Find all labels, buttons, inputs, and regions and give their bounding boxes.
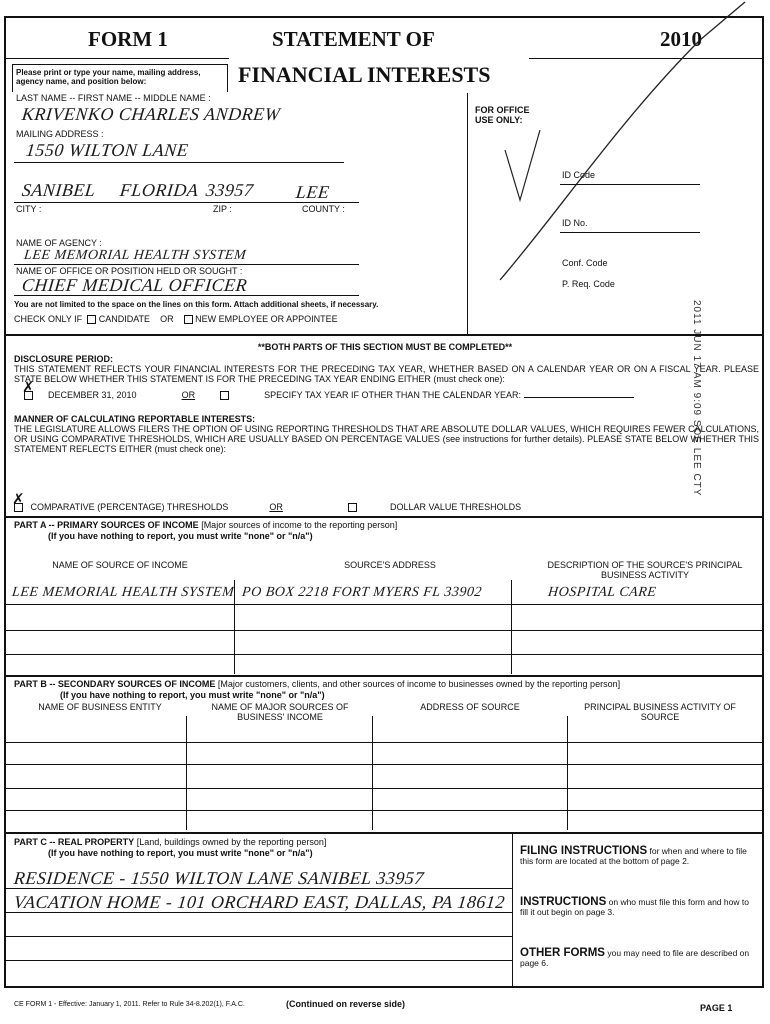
part-a-col1: NAME OF SOURCE OF INCOME	[52, 560, 188, 570]
name-field[interactable]: KRIVENKO CHARLES ANDREW	[21, 104, 282, 124]
part-c-subnote: (If you have nothing to report, you must write "none" or "n/a")	[48, 848, 313, 858]
part-a-colline	[234, 580, 235, 674]
rule	[14, 295, 359, 296]
agency-field[interactable]: LEE MEMORIAL HEALTH SYSTEM	[23, 248, 247, 263]
part-a-heading-row	[14, 520, 397, 530]
position-label: NAME OF OFFICE OR POSITION HELD OR SOUGHT :	[16, 266, 243, 276]
check-only-label: CHECK ONLY IF	[14, 314, 83, 324]
office-divider	[467, 93, 468, 336]
new-employee-label: NEW EMPLOYEE OR APPOINTEE	[195, 314, 338, 324]
state-field[interactable]: FLORIDA	[119, 180, 200, 200]
id-code-label: ID Code	[562, 170, 596, 180]
p-req-code-label: P. Req. Code	[562, 279, 615, 289]
print-instruction: Please print or type your name, mailing address, agency name, and position below:	[16, 68, 201, 86]
rule	[5, 810, 764, 811]
specify-year-label: SPECIFY TAX YEAR IF OTHER THAN THE CALENDAR YEAR:	[264, 390, 522, 400]
form-title-line1: STATEMENT OF	[272, 27, 435, 51]
part-b-col1: NAME OF BUSINESS ENTITY	[38, 702, 162, 712]
page-number: PAGE 1	[700, 1003, 733, 1013]
filing-instructions	[520, 846, 756, 866]
rule	[5, 936, 512, 937]
agency-label: NAME OF AGENCY :	[16, 238, 102, 248]
instructions-text: on who must file this form and how to fill it out begin on page 3.	[520, 897, 749, 917]
part-a-row1-activity[interactable]: HOSPITAL CARE	[547, 585, 658, 600]
mailing-label: MAILING ADDRESS :	[16, 129, 104, 139]
rule	[5, 742, 764, 743]
part-a-col2: SOURCE'S ADDRESS	[344, 560, 436, 570]
other-forms-text: you may need to file are described on page 6.	[520, 948, 750, 968]
period-text: THIS STATEMENT REFLECTS YOUR FINANCIAL INTERESTS FOR THE PRECEDING TAX YEAR, WHETHER BASED ON A CALENDAR YEAR OR ON A FISCAL YEAR. PLEASE STATE BELOW WHETHER THIS STATEMENT IS FOR THE PRECEDING TAX YEAR ENDING EITHER (must check one):	[14, 364, 759, 384]
part-b-col2: NAME OF MAJOR SOURCES OF BUSINESS' INCOME	[211, 702, 349, 722]
office-use-label: FOR OFFICE USE ONLY:	[475, 105, 530, 125]
part-b-col3: ADDRESS OF SOURCE	[420, 702, 520, 712]
footer-form-info: CE FORM 1 - Effective: January 1, 2011. Refer to Rule 34-8.202(1), F.A.C.	[14, 1001, 245, 1008]
form-year: 2010	[660, 27, 702, 51]
specify-year-checkbox[interactable]	[220, 391, 229, 400]
rule	[5, 832, 764, 834]
candidate-checkbox[interactable]	[87, 315, 96, 324]
period-label: DISCLOSURE PERIOD:	[14, 354, 114, 364]
part-b-col4: PRINCIPAL BUSINESS ACTIVITY OF SOURCE	[584, 702, 736, 722]
rule	[560, 184, 700, 185]
part-a-note: [Major sources of income to the reporting person]	[201, 520, 398, 530]
part-a-row1-name[interactable]: LEE MEMORIAL HEALTH SYSTEM	[11, 585, 235, 600]
comparative-label: COMPARATIVE (PERCENTAGE) THRESHOLDS	[30, 502, 229, 512]
mailing-field[interactable]: 1550 WILTON LANE	[25, 140, 190, 160]
comparative-checkbox[interactable]: ✗	[14, 503, 23, 512]
city-field[interactable]: SANIBEL	[21, 180, 97, 200]
form-title-line2: FINANCIAL INTERESTS	[238, 62, 491, 87]
rule	[14, 162, 344, 163]
period-or: OR	[181, 390, 196, 400]
part-c-note: [Land, buildings owned by the reporting person]	[136, 837, 327, 847]
position-field[interactable]: CHIEF MEDICAL OFFICER	[21, 275, 249, 295]
not-limited-note: You are not limited to the space on the lines on this form. Attach additional sheets, if necessary.	[14, 300, 379, 309]
part-a-row1-address[interactable]: PO BOX 2218 FORT MYERS FL 33902	[241, 585, 483, 600]
instructions-divider	[512, 832, 513, 987]
filing-title: FILING INSTRUCTIONS	[520, 845, 648, 857]
candidate-label: CANDIDATE	[98, 314, 151, 324]
manner-label: MANNER OF CALCULATING REPORTABLE INTERESTS:	[14, 414, 256, 424]
rule	[5, 675, 764, 677]
part-a-col3: DESCRIPTION OF THE SOURCE'S PRINCIPAL BUSINESS ACTIVITY	[547, 560, 743, 580]
zip-label: ZIP :	[213, 204, 232, 214]
or-label: OR	[160, 314, 174, 324]
dollar-value-label: DOLLAR VALUE THRESHOLDS	[389, 502, 522, 512]
city-label: CITY :	[16, 204, 42, 214]
rule	[5, 788, 764, 789]
zip-field[interactable]: 33957	[205, 180, 255, 200]
id-no-label: ID No.	[562, 218, 588, 228]
part-c-line1[interactable]: RESIDENCE - 1550 WILTON LANE SANIBEL 33957	[13, 868, 426, 888]
check-only-row	[14, 314, 338, 324]
rule	[5, 960, 512, 961]
form-number: FORM 1	[88, 27, 168, 51]
part-b-colline	[372, 716, 373, 830]
part-b-heading: PART B -- SECONDARY SOURCES OF INCOME	[14, 679, 216, 689]
dollar-value-checkbox[interactable]	[348, 503, 357, 512]
rule	[560, 232, 700, 233]
other-forms-note	[520, 948, 756, 968]
period-options	[22, 379, 634, 400]
both-parts-note: **BOTH PARTS OF THIS SECTION MUST BE COMPLETED**	[257, 342, 513, 352]
part-b-colline	[186, 716, 187, 830]
rule	[5, 516, 764, 518]
county-label: COUNTY :	[302, 204, 345, 214]
filing-text: for when and where to file this form are located at the bottom of page 2.	[520, 846, 747, 866]
manner-or: OR	[269, 502, 283, 512]
rule	[5, 654, 764, 655]
county-field[interactable]: LEE	[295, 182, 331, 202]
rule	[5, 888, 512, 889]
part-a-colline	[511, 580, 512, 674]
instructions-note	[520, 897, 756, 917]
rule	[5, 912, 512, 913]
part-c-heading: PART C -- REAL PROPERTY	[14, 837, 135, 847]
instructions-title: INSTRUCTIONS	[520, 896, 607, 908]
name-label: LAST NAME -- FIRST NAME -- MIDDLE NAME :	[16, 93, 211, 103]
dec31-checkbox[interactable]: ✗	[24, 391, 33, 400]
manner-text: THE LEGISLATURE ALLOWS FILERS THE OPTION OF USING REPORTING THRESHOLDS THAT ARE ABSOLUTE DOLLAR VALUES, WHICH REQUIRES FEWER CALCULATIONS, OR USING COMPARATIVE THRESHOLDS, WHICH ARE USUALLY BASED ON PERCENTAGE VALUES (see instructions for further details). PLEASE STATE BELOW WHETHER THIS STATEMENT REFLECTS EITHER (must check one):	[14, 424, 759, 454]
part-c-heading-row	[14, 837, 326, 847]
part-b-colline	[567, 716, 568, 830]
rule	[14, 264, 359, 265]
part-a-subnote: (If you have nothing to report, you must write "none" or "n/a")	[48, 531, 313, 541]
other-forms-title: OTHER FORMS	[520, 947, 605, 959]
part-b-heading-row	[14, 679, 620, 689]
footer-continued: (Continued on reverse side)	[286, 999, 406, 1009]
dec31-label: DECEMBER 31, 2010	[48, 390, 137, 400]
rule	[14, 202, 359, 203]
rule	[5, 334, 764, 336]
conf-code-label: Conf. Code	[562, 258, 608, 268]
part-c-line2[interactable]: VACATION HOME - 101 ORCHARD EAST, DALLAS, PA 18612	[13, 892, 507, 912]
manner-options	[12, 491, 522, 512]
part-a-heading: PART A -- PRIMARY SOURCES OF INCOME	[14, 520, 199, 530]
rule	[5, 764, 764, 765]
rule	[5, 604, 764, 605]
part-b-note: [Major customers, clients, and other sources of income to businesses owned by the reporting person]	[217, 679, 621, 689]
received-stamp: 2011 JUN 17 AM 9:09 SOE LEE CTY	[691, 300, 702, 497]
rule	[5, 630, 764, 631]
new-employee-checkbox[interactable]	[184, 315, 193, 324]
specify-year-field[interactable]	[524, 397, 634, 398]
part-b-subnote: (If you have nothing to report, you must write "none" or "n/a")	[60, 690, 325, 700]
